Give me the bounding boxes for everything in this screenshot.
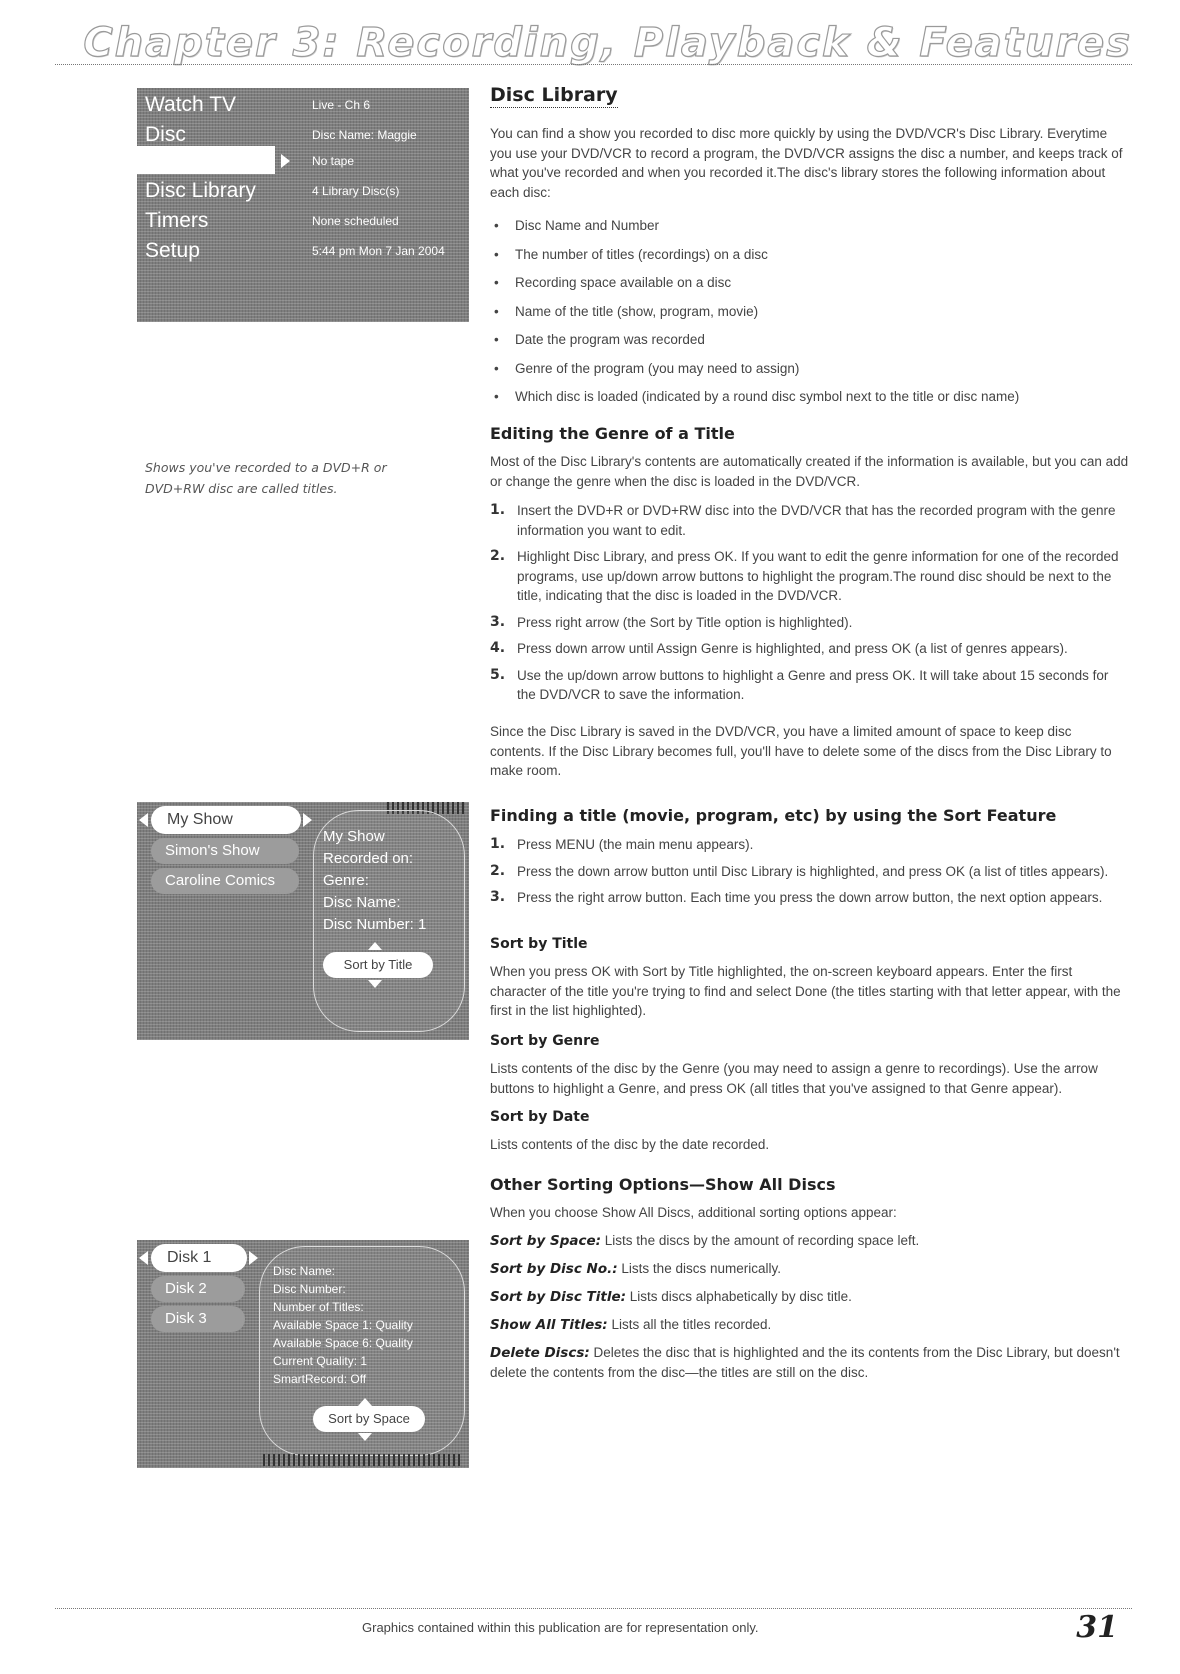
title-list-item: Caroline Comics bbox=[151, 868, 299, 894]
step-item: 2. Press the down arrow button until Disc Library is highlighted, and press OK (a list of titles appears). bbox=[490, 862, 1109, 879]
down-arrow-icon bbox=[368, 980, 382, 988]
menu-label: Disc Library bbox=[145, 179, 256, 202]
page-number: 31 bbox=[1076, 1610, 1118, 1645]
menu-label: Timers bbox=[145, 209, 209, 232]
sort-option-disc-no: Sort by Disc No.: Lists the discs numerically. bbox=[490, 1261, 781, 1277]
up-arrow-icon bbox=[358, 1398, 372, 1406]
sort-by-title-text: When you press OK with Sort by Title highlighted, the on-screen keyboard appears. Enter the first character of the title you're trying to find and select Done (the titles starting with that letter appear, with the first in the list highlighted). bbox=[490, 964, 1121, 1018]
sort-option-space: Sort by Space: Lists the discs by the amount of recording space left. bbox=[490, 1233, 920, 1249]
bullet-item: • Name of the title (show, program, movie) bbox=[494, 303, 759, 319]
section-title-disc-library: Disc Library bbox=[490, 84, 618, 106]
left-arrow-icon bbox=[139, 1251, 148, 1265]
step-item: 3. Press right arrow (the Sort by Title option is highlighted). bbox=[490, 613, 853, 630]
menu-value: 5:44 pm Mon 7 Jan 2004 bbox=[312, 244, 445, 258]
menu-value: Disc Name: Maggie bbox=[312, 128, 417, 142]
menu-row-setup bbox=[137, 236, 469, 266]
editing-intro: Most of the Disc Library's contents are automatically created if the information is available, but you can add or change the genre when the disc is loaded in the DVD/VCR. bbox=[490, 454, 1129, 489]
step-item: 1. Press MENU (the main menu appears). bbox=[490, 836, 754, 852]
chapter-title: Chapter 3: Recording, Playback & Features bbox=[83, 20, 1132, 66]
bullet-item: • Recording space available on a disc bbox=[494, 275, 732, 290]
left-arrow-icon bbox=[139, 813, 148, 827]
menu-highlight-bar bbox=[137, 146, 275, 174]
info-line: Disc Name: bbox=[273, 1264, 336, 1278]
menu-row-highlighted bbox=[137, 146, 469, 176]
menu-value: 4 Library Disc(s) bbox=[312, 184, 400, 198]
margin-caption: Shows you've recorded to a DVD+R or DVD+RW disc are called titles. bbox=[145, 460, 387, 496]
sort-option-disc-title: Sort by Disc Title: Lists discs alphabetically by disc title. bbox=[490, 1289, 852, 1305]
info-line: Genre: bbox=[323, 872, 369, 889]
menu-label: Setup bbox=[145, 239, 200, 262]
section-title-other-sorting: Other Sorting Options—Show All Discs bbox=[490, 1175, 836, 1194]
sort-by-date-text: Lists contents of the disc by the date recorded. bbox=[490, 1137, 770, 1152]
footer-note: Graphics contained within this publication are for representation only. bbox=[362, 1620, 759, 1635]
menu-row-watch-tv bbox=[137, 90, 469, 120]
info-line: Disc Number: bbox=[273, 1282, 346, 1296]
screen-edge-marks bbox=[263, 1454, 463, 1466]
bullet-item: • Genre of the program (you may need to assign) bbox=[494, 360, 800, 376]
title-list-item: Simon's Show bbox=[151, 838, 299, 864]
info-line: Available Space 6: Quality bbox=[273, 1336, 413, 1350]
info-line: Disc Name: bbox=[323, 894, 401, 911]
sort-option-pill: Sort by Title bbox=[323, 952, 433, 978]
bullet-item: • The number of titles (recordings) on a disc bbox=[494, 246, 768, 262]
selected-title-pill: My Show bbox=[151, 806, 301, 834]
step-item: 3. Press the right arrow button. Each time you press the down arrow button, the next option appears. bbox=[490, 889, 1103, 905]
other-intro: When you choose Show All Discs, additional sorting options appear: bbox=[490, 1205, 897, 1220]
bullet-item: • Date the program was recorded bbox=[494, 332, 705, 347]
info-line: Recorded on: bbox=[323, 850, 414, 867]
info-line: Number of Titles: bbox=[273, 1300, 364, 1314]
right-arrow-icon bbox=[303, 813, 312, 827]
info-line: SmartRecord: Off bbox=[273, 1372, 367, 1386]
disc-library-discs-screenshot bbox=[137, 1240, 469, 1468]
footer-rule bbox=[55, 1608, 1132, 1609]
menu-value: No tape bbox=[312, 154, 355, 168]
disc-list-item: Disk 2 bbox=[151, 1276, 245, 1302]
disc-list-item: Disk 3 bbox=[151, 1306, 245, 1332]
editing-outro: Since the Disc Library is saved in the DVD/VCR, you have a limited amount of space to keep disc contents. If the Disc Library becomes full, you'll have to delete some of the discs from the Disc Library to make room. bbox=[490, 724, 1112, 778]
step-item: 5. Use the up/down arrow buttons to highlight a Genre and press OK. It will take about 15 seconds for the DVD/VCR to save the information. bbox=[490, 666, 1109, 702]
menu-label: Watch TV bbox=[145, 93, 237, 116]
disc-library-titles-screenshot bbox=[137, 802, 469, 1040]
finding-steps bbox=[490, 835, 1130, 915]
sort-by-genre-heading: Sort by Genre bbox=[490, 1033, 600, 1049]
main-menu-screenshot bbox=[137, 88, 469, 322]
right-arrow-icon bbox=[249, 1251, 258, 1265]
editing-steps bbox=[490, 501, 1130, 712]
down-arrow-icon bbox=[358, 1433, 372, 1441]
step-item: 2. Highlight Disc Library, and press OK. If you want to edit the genre information for one of the recorded programs, use up/down arrow buttons to highlight the program.The round disc should be next to the title, indicating that the disc is loaded in the DVD/VCR. bbox=[490, 548, 1119, 603]
bullet-item: • Which disc is loaded (indicated by a round disc symbol next to the title or disc name) bbox=[494, 389, 1020, 404]
menu-row-disc-library bbox=[137, 176, 469, 206]
menu-value: None scheduled bbox=[312, 214, 399, 228]
sort-by-date-heading: Sort by Date bbox=[490, 1109, 590, 1125]
menu-value: Live - Ch 6 bbox=[312, 98, 371, 112]
info-line: Disc Number: 1 bbox=[323, 916, 427, 933]
right-arrow-icon bbox=[281, 154, 290, 168]
sort-option-pill: Sort by Space bbox=[313, 1406, 425, 1432]
disc-library-bullet-list bbox=[490, 216, 1130, 416]
sort-by-title-heading: Sort by Title bbox=[490, 936, 588, 952]
info-line: Available Space 1: Quality bbox=[273, 1318, 413, 1332]
sort-option-delete-discs: Delete Discs: Deletes the disc that is highlighted and the its contents from the Disc Library, but doesn't delete the contents from the disc—the titles are still on the disc. bbox=[490, 1345, 1120, 1380]
info-line: Current Quality: 1 bbox=[273, 1354, 368, 1368]
section-title-finding-title: Finding a title (movie, program, etc) by using the Sort Feature bbox=[490, 806, 1057, 825]
menu-label: Disc bbox=[145, 123, 186, 146]
info-line: My Show bbox=[323, 828, 385, 845]
step-item: 1. Insert the DVD+R or DVD+RW disc into the DVD/VCR that has the recorded program with the genre information you want to edit. bbox=[490, 502, 1116, 538]
section-title-editing-genre: Editing the Genre of a Title bbox=[490, 424, 735, 443]
step-item: 4. Press down arrow until Assign Genre is highlighted, and press OK (a list of genres appears). bbox=[490, 640, 1068, 656]
bullet-item: • Disc Name and Number bbox=[494, 218, 660, 233]
menu-row-timers bbox=[137, 206, 469, 236]
disc-library-intro: You can find a show you recorded to disc more quickly by using the DVD/VCR's Disc Library. Everytime you use your DVD/VCR to record a program, the DVD/VCR assigns the disc a number, and keeps track of what you've recorded and when you recorded it.The disc's library stores the following information about each disc: bbox=[490, 126, 1123, 200]
header-rule bbox=[55, 64, 1132, 65]
up-arrow-icon bbox=[368, 942, 382, 950]
selected-disc-pill: Disk 1 bbox=[151, 1244, 247, 1272]
sort-option-show-all-titles: Show All Titles: Lists all the titles recorded. bbox=[490, 1317, 772, 1333]
sort-by-genre-text: Lists contents of the disc by the Genre (you may need to assign a genre to recordings). Use the arrow buttons to highlight a Genre, and press OK (all titles that you've assigned to that Genre appear). bbox=[490, 1061, 1098, 1096]
